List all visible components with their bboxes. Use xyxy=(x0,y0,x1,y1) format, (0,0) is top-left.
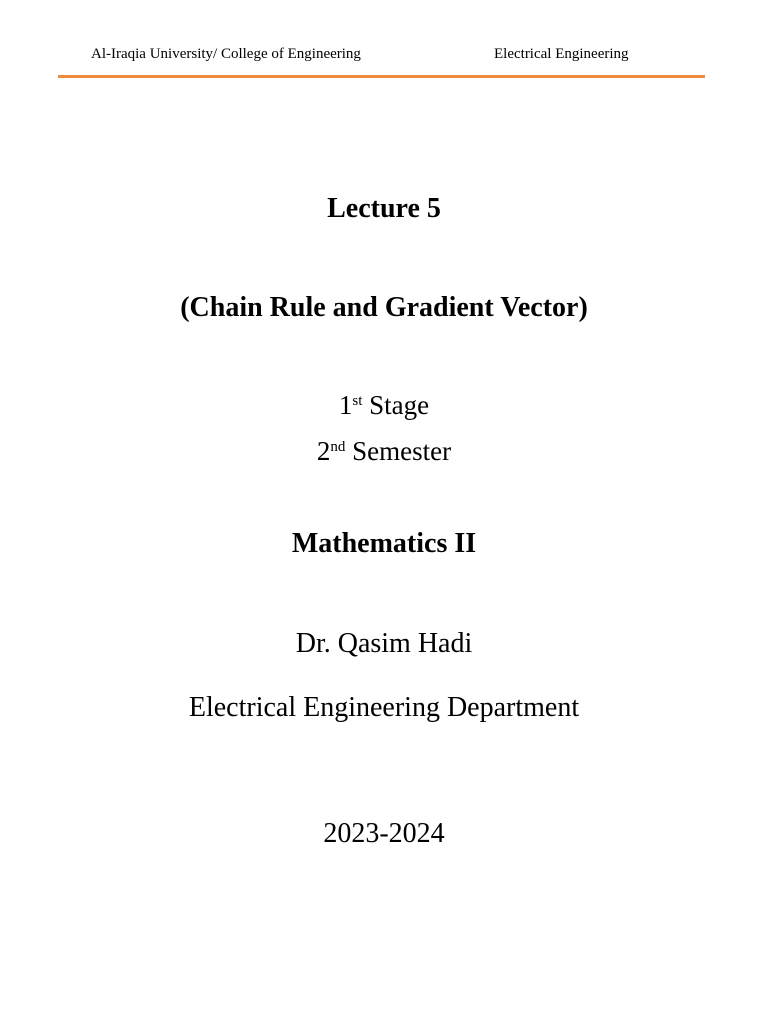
semester-label: Semester xyxy=(345,436,452,466)
stage-ordinal-suffix: st xyxy=(352,393,363,409)
semester-number: 2 xyxy=(316,436,331,466)
instructor-name: Dr. Qasim Hadi xyxy=(295,628,473,659)
header-divider xyxy=(58,75,705,78)
subject-title: Mathematics II xyxy=(291,528,477,559)
semester-line xyxy=(0,436,768,467)
header-department: Electrical Engineering xyxy=(494,46,629,62)
stage-label: Stage xyxy=(362,390,430,420)
department-name: Electrical Engineering Department xyxy=(188,692,580,723)
stage-line xyxy=(0,390,768,421)
page-header xyxy=(60,46,704,68)
lecture-subtitle: (Chain Rule and Gradient Vector) xyxy=(180,292,588,323)
academic-year: 2023-2024 xyxy=(323,818,445,849)
stage-number: 1 xyxy=(338,390,353,420)
lecture-title: Lecture 5 xyxy=(327,193,441,224)
header-university: Al-Iraqia University/ College of Engineering xyxy=(91,46,361,62)
semester-ordinal-suffix: nd xyxy=(330,439,346,455)
